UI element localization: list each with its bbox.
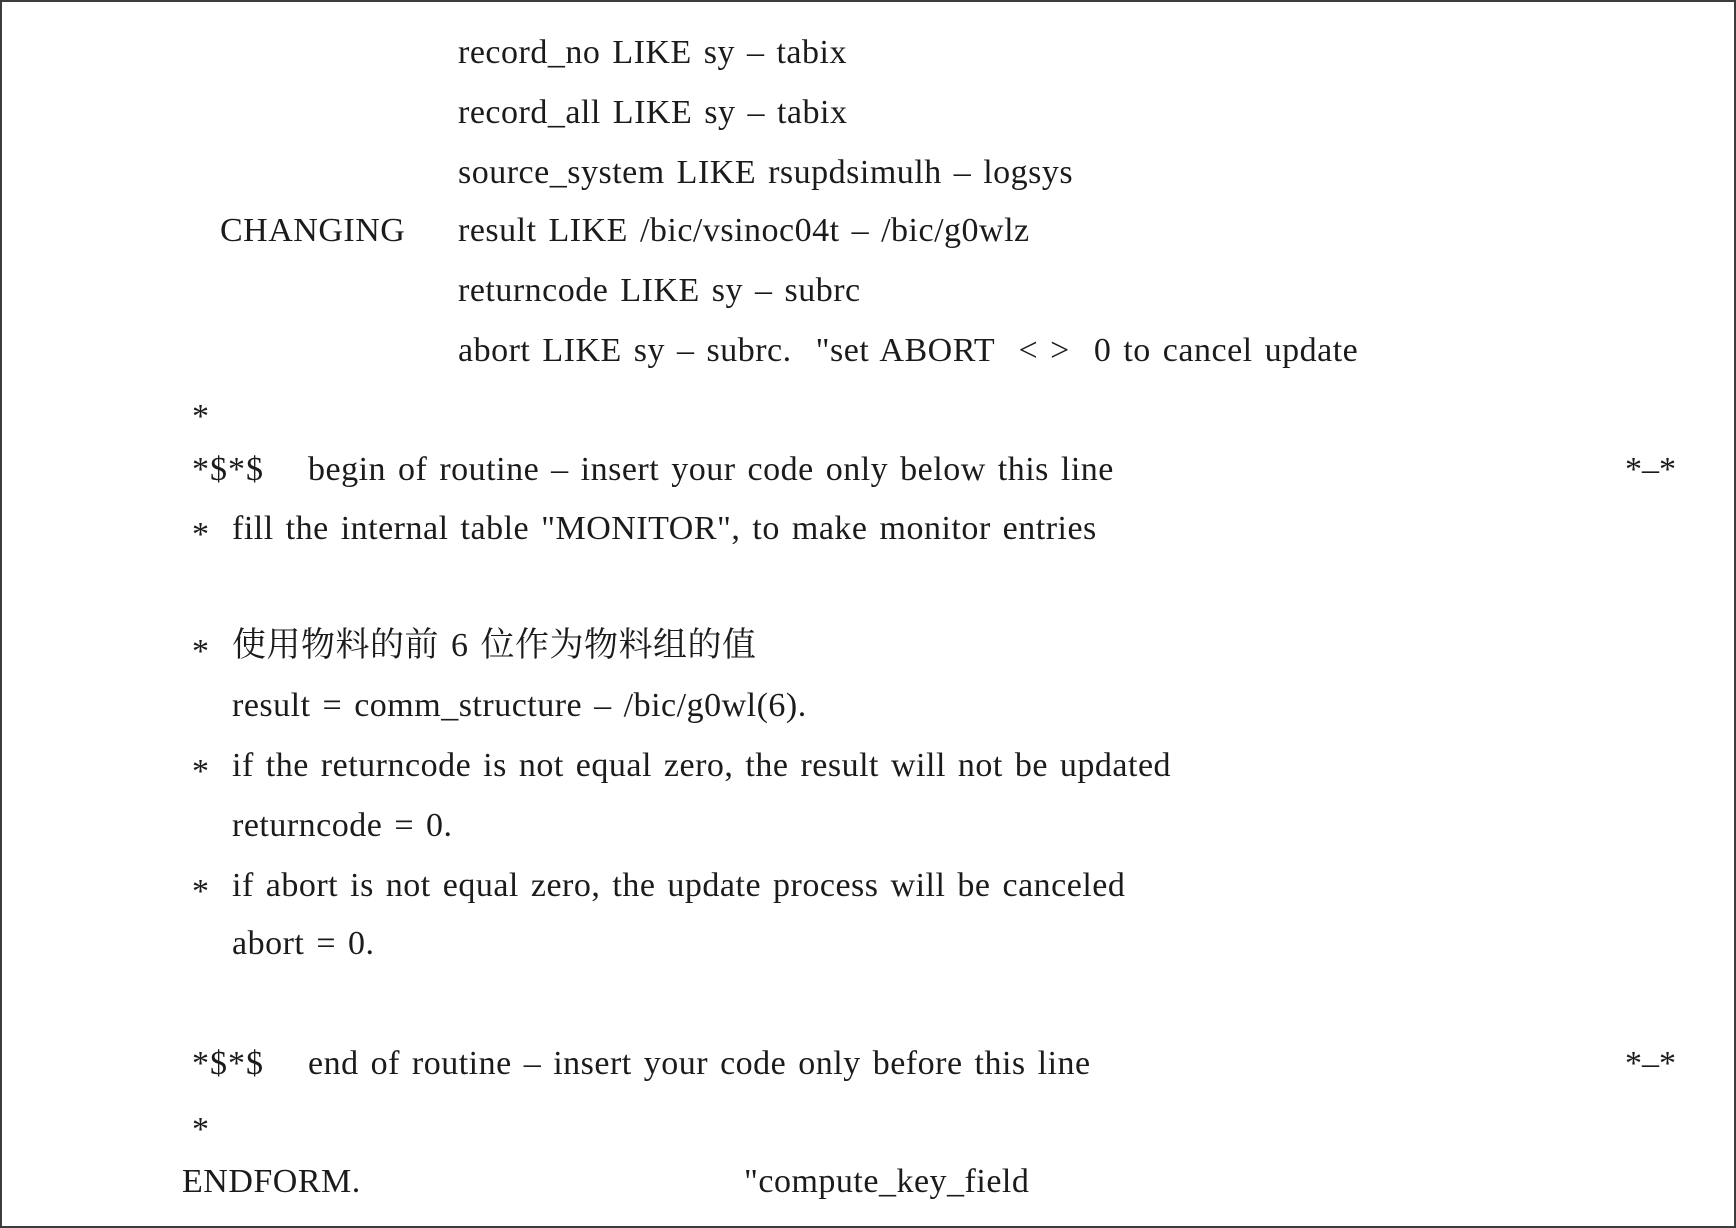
param-source-system: source_system LIKE rsupdsimulh – logsys [458, 154, 1074, 191]
endform-comment: "compute_key_field [744, 1163, 1030, 1200]
statement-abort-assign: abort = 0. [232, 925, 375, 962]
comment-star: * [192, 873, 209, 910]
changing-keyword: CHANGING [220, 212, 406, 249]
statement-result-assign: result = comm_structure – /bic/g0wl(6). [232, 687, 807, 724]
begin-routine-marker: *$*$ [192, 451, 264, 488]
comment-abort-note: if abort is not equal zero, the update process will be canceled [232, 867, 1126, 904]
comment-star: * [192, 398, 209, 435]
end-routine-end-marker: *–* [1625, 1045, 1676, 1082]
endform-keyword: ENDFORM. [182, 1163, 361, 1200]
param-returncode: returncode LIKE sy – subrc [458, 272, 861, 309]
comment-star: * [192, 1111, 209, 1148]
param-result: result LIKE /bic/vsinoc04t – /bic/g0wlz [458, 212, 1030, 249]
param-record-all: record_all LIKE sy – tabix [458, 94, 848, 131]
comment-star: * [192, 633, 209, 670]
comment-chinese-note: 使用物料的前 6 位作为物料组的值 [232, 627, 757, 664]
comment-returncode-note: if the returncode is not equal zero, the result will not be updated [232, 747, 1172, 784]
end-routine-marker: *$*$ [192, 1045, 264, 1082]
comment-fill-monitor: fill the internal table "MONITOR", to make monitor entries [232, 510, 1097, 547]
param-abort: abort LIKE sy – subrc. "set ABORT < > 0 to cancel update [458, 332, 1359, 369]
begin-routine-text: begin of routine – insert your code only below this line [308, 451, 1114, 488]
end-routine-text: end of routine – insert your code only before this line [308, 1045, 1091, 1082]
comment-star: * [192, 516, 209, 553]
comment-star: * [192, 753, 209, 790]
statement-returncode-assign: returncode = 0. [232, 807, 453, 844]
begin-routine-end-marker: *–* [1625, 451, 1676, 488]
param-record-no: record_no LIKE sy – tabix [458, 34, 847, 71]
